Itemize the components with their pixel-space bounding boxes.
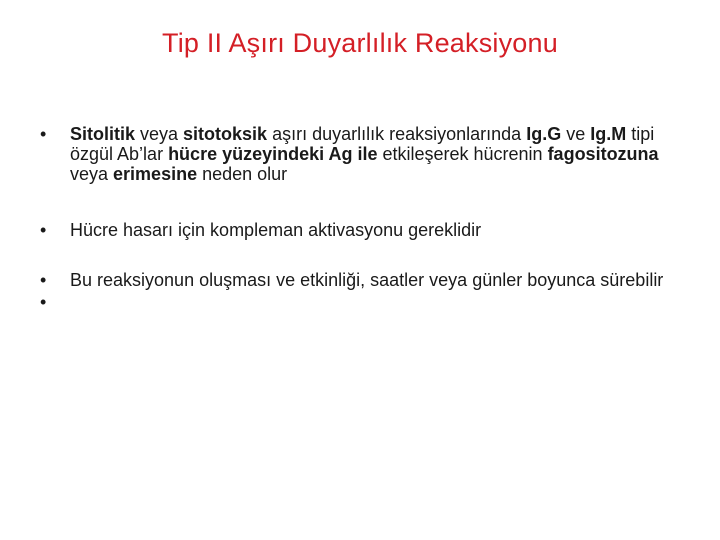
bold-text-run: hücre yüzeyindeki Ag ile	[168, 144, 378, 164]
bold-text-run: Ig.G	[526, 124, 562, 144]
text-run: etkileşerek hücrenin	[377, 144, 548, 164]
bullet-text	[70, 124, 659, 184]
bullet-dot: •	[40, 220, 47, 240]
bullet-item-3	[36, 270, 676, 290]
bullet-item-4-empty	[36, 292, 676, 312]
text-run: veya	[70, 164, 114, 184]
text-run: ve	[561, 124, 591, 144]
bullet-item-2	[36, 220, 676, 240]
slide-title: Tip II Aşırı Duyarlılık Reaksiyonu	[162, 28, 558, 58]
text-run: aşırı duyarlılık reaksiyonlarında	[267, 124, 527, 144]
bold-text-run: fagositozuna	[547, 144, 659, 164]
bullet-dot: •	[40, 124, 47, 144]
bold-text-run: sitotoksik	[183, 124, 268, 144]
bold-text-run: erimesine	[113, 164, 198, 184]
bullet-item-1	[36, 124, 676, 184]
bold-text-run: Sitolitik	[70, 124, 136, 144]
bullet-text	[70, 270, 663, 290]
bullet-list	[36, 124, 676, 312]
bold-text-run: Ig.M	[590, 124, 627, 144]
text-run: Hücre hasarı için kompleman aktivasyonu gereklidir	[70, 220, 482, 240]
text-run: Bu reaksiyonun oluşması ve etkinliği, saatler veya günler boyunca sürebilir	[70, 270, 664, 290]
text-run: veya	[135, 124, 184, 144]
bullet-text	[70, 220, 481, 240]
text-run: neden olur	[197, 164, 288, 184]
bullet-dot: •	[40, 292, 47, 312]
bullet-dot: •	[40, 270, 47, 290]
text-run: tipi özgül Ab’lar	[70, 124, 655, 164]
